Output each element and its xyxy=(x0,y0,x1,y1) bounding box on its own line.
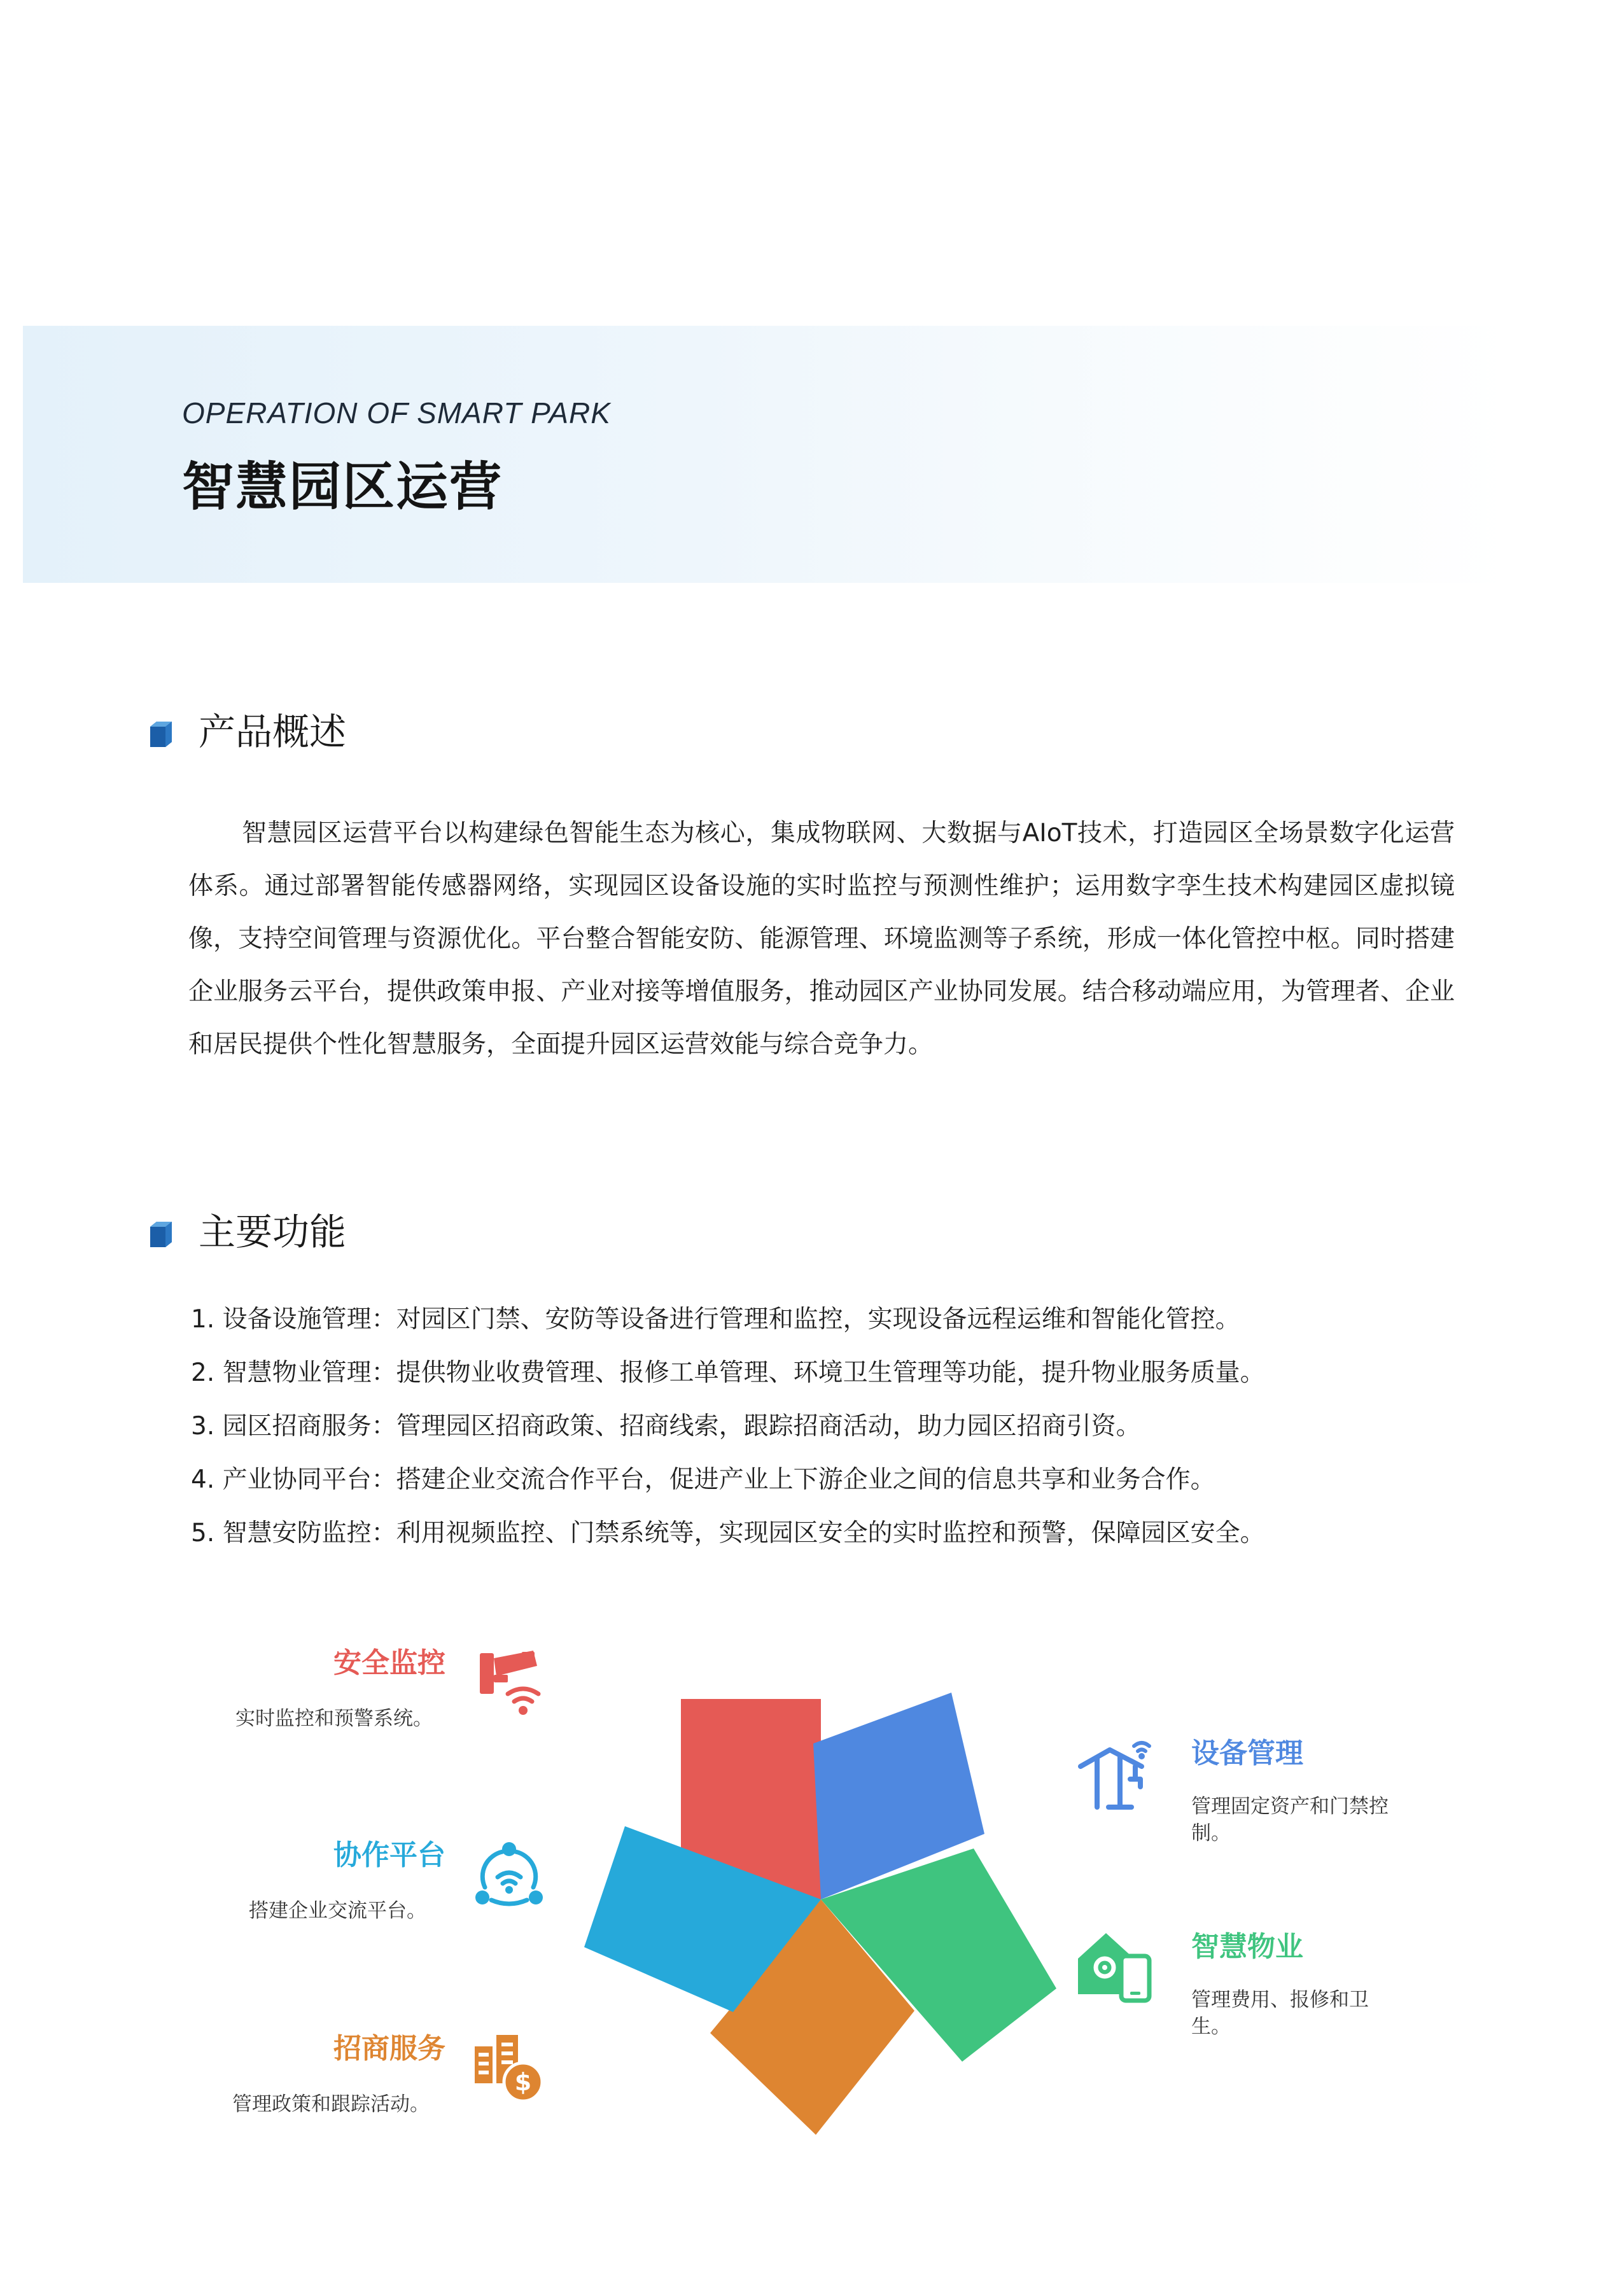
pinwheel-diagram xyxy=(573,1667,1120,2163)
features-title: 主要功能 xyxy=(199,1210,347,1254)
label-collaboration-desc: 搭建企业交流平台。 xyxy=(249,1899,426,1922)
crane-signal-icon xyxy=(1075,1737,1158,1820)
label-property xyxy=(1191,1928,1446,1966)
label-collaboration-title: 协作平台 xyxy=(333,1839,445,1871)
label-equipment-title: 设备管理 xyxy=(1191,1737,1303,1770)
label-equipment xyxy=(1191,1735,1446,1773)
network-share-icon xyxy=(471,1838,547,1914)
feature-item: 3. 园区招商服务：管理园区招商政策、招商线索，跟踪招商活动，助力园区招商引资。 xyxy=(191,1412,1141,1441)
feature-item: 2. 智慧物业管理：提供物业收费管理、报修工单管理、环境卫生管理等功能，提升物业服务质量。 xyxy=(191,1359,1265,1387)
section-marker-icon xyxy=(150,722,172,747)
label-collaboration-desc-wrap xyxy=(191,1897,426,1924)
label-equipment-desc-wrap xyxy=(1191,1793,1420,1847)
label-property-desc-wrap xyxy=(1191,1987,1401,2040)
label-property-title: 智慧物业 xyxy=(1191,1931,1303,1963)
feature-item: 4. 产业协同平台：搭建企业交流合作平台，促进产业上下游企业之间的信息共享和业务合作。 xyxy=(191,1465,1215,1494)
cctv-camera-wifi-icon xyxy=(471,1647,547,1723)
smart-home-phone-icon xyxy=(1075,1928,1158,2004)
feature-item: 1. 设备设施管理：对园区门禁、安防等设备进行管理和监控，实现设备远程运维和智能化管控。 xyxy=(191,1305,1240,1334)
label-investment-desc-wrap xyxy=(191,2091,430,2118)
svg-text:$: $ xyxy=(514,2068,532,2096)
section-marker-icon xyxy=(150,1222,172,1247)
overview-title: 产品概述 xyxy=(199,710,347,753)
feature-item: 5. 智慧安防监控：利用视频监控、门禁系统等，实现园区安全的实时监控和预警，保障园区安全。 xyxy=(191,1519,1265,1548)
label-security-desc-wrap xyxy=(191,1705,433,1732)
label-security-desc: 实时监控和预警系统。 xyxy=(235,1707,433,1730)
banner-title: 智慧园区运营 xyxy=(182,457,503,517)
label-security xyxy=(191,1644,445,1682)
label-collaboration xyxy=(191,1836,445,1875)
label-investment-desc: 管理政策和跟踪活动。 xyxy=(232,2093,430,2116)
label-property-desc: 管理费用、报修和卫生。 xyxy=(1191,1988,1369,2038)
building-dollar-icon xyxy=(471,2030,547,2106)
label-equipment-desc: 管理固定资产和门禁控制。 xyxy=(1191,1795,1389,1845)
label-investment-title: 招商服务 xyxy=(333,2032,445,2065)
label-security-title: 安全监控 xyxy=(333,1647,445,1679)
label-investment xyxy=(191,2030,445,2068)
overview-paragraph: 智慧园区运营平台以构建绿色智能生态为核心，集成物联网、大数据与AIoT技术，打造园区全场景数字化运营体系。通过部署智能传感器网络，实现园区设备设施的实时监控与预测性维护；运用数字孪生技术构建园区虚拟镜像，支持空间管理与资源优化。平台整合智能安防、能源管理、环境监测等子系统，形成一体化管控中枢。同时搭建企业服务云平台，提供政策申报、产业对接等增值服务，推动园区产业协同发展。结合移动端应用，为管理者、企业和居民提供个性化智慧服务，全面提升园区运营效能与综合竞争力。 xyxy=(188,819,1455,1059)
banner-subtitle: OPERATION OF SMART PARK xyxy=(182,396,611,430)
header-banner xyxy=(23,326,1512,583)
feature-list xyxy=(191,1293,1464,1560)
